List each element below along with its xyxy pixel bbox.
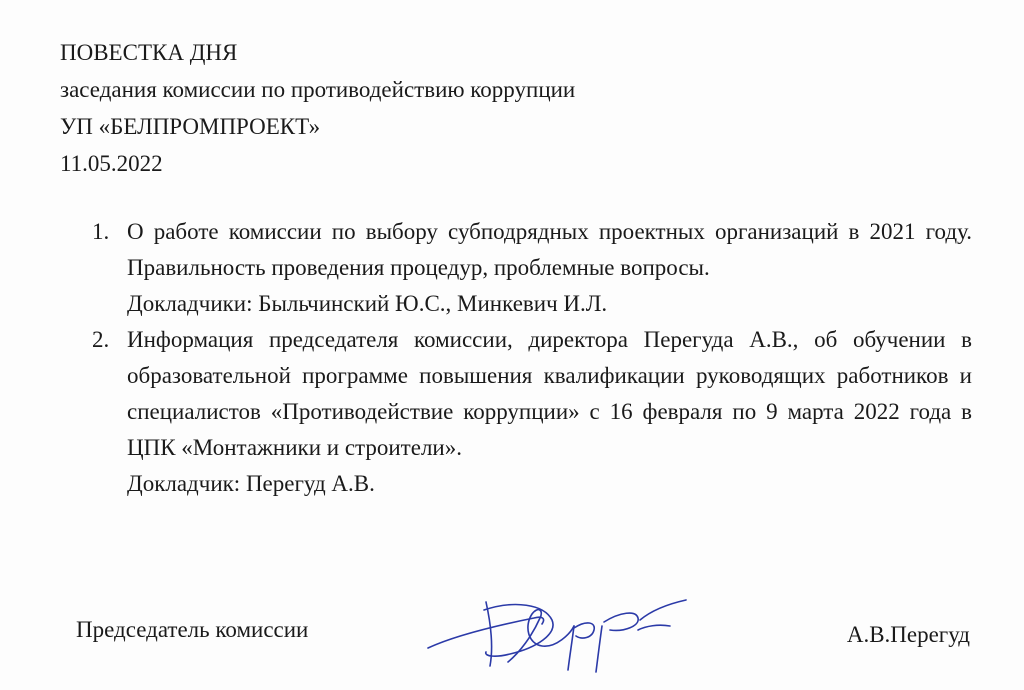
agenda-item-text: Информация председателя комиссии, директора Перегуда А.В., об обучении в образовательной программе повышения квалификации руководящих работников и специалистов «Противодействие коррупции» с 16 февраля по 9 марта 2022 года в ЦПК «Монтажники и строители». <box>127 327 972 460</box>
agenda-item <box>92 214 972 322</box>
document-subtitle: заседания комиссии по противодействию коррупции <box>60 77 576 102</box>
handwritten-signature <box>424 596 694 676</box>
document-date: 11.05.2022 <box>60 151 163 176</box>
signatory-position: Председатель комиссии <box>76 617 309 642</box>
agenda-item-speaker: Докладчики: Быльчинский Ю.С., Минкевич И.Л. <box>127 291 608 316</box>
agenda-item <box>92 322 972 502</box>
agenda-item-text: О работе комиссии по выбору субподрядных проектных организаций в 2021 году. Правильность проведения процедур, проблемные вопросы. <box>127 219 972 280</box>
document-header <box>60 34 575 182</box>
document-title: ПОВЕСТКА ДНЯ <box>60 40 238 65</box>
organization-name: УП «БЕЛПРОМПРОЕКТ» <box>60 114 321 139</box>
agenda-item-number: 1. <box>92 219 110 244</box>
agenda-item-speaker: Докладчик: Перегуд А.В. <box>127 471 375 496</box>
agenda-list <box>92 214 972 502</box>
agenda-item-number: 2. <box>92 327 110 352</box>
signatory-name: А.В.Перегуд <box>846 622 970 647</box>
